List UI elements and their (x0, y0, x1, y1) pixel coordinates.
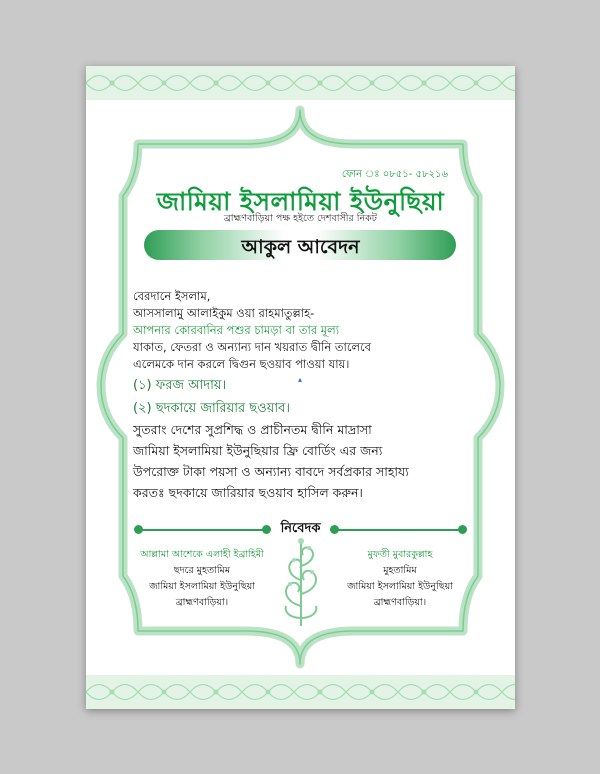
institution-title: জামিয়া ইসলামিয়া ইউনুছিয়া (156, 187, 445, 216)
flyer-page (86, 66, 515, 709)
left-signatory-place: ব্রাহ্মণবাড়িয়া। (175, 597, 229, 608)
phone-number: ফোন ঃ ০৮৫১- ৫৮২১৬ (341, 169, 448, 180)
left-signatory-role: ছদরে মুহতামিম (173, 565, 231, 576)
right-signatory-place: ব্রাহ্মণবাড়িয়া। (373, 597, 427, 608)
point-1: (১) ফরজ আদায়। (133, 378, 227, 393)
left-signatory-name: আল্লামা আশেকে এলাহী ইব্রাহিমী (140, 549, 264, 560)
paragraph-line-3: উপরোক্ত টাকা পয়সা ও অন্যান্য বাবদে সর্বপ্রকার সাহায্য (133, 464, 409, 479)
appeal-heading: আকুল আবেদন (241, 236, 360, 258)
divider-right (336, 529, 460, 531)
greeting-line-1: বেরদানে ইসলাম, (133, 289, 211, 303)
right-signatory-role: মুহতামিম (383, 565, 417, 576)
body-line-1: যাকাত, ফেতরা ও অন্যান্য দান খয়রাত দ্বীনি তালেবে (133, 340, 372, 354)
left-signatory-org: জামিয়া ইসলামিয়া ইউনুছিয়া (149, 581, 255, 592)
greeting-line-2: আসসালামু আলাইকুম ওয়া রাহমাতুল্লাহ- (133, 306, 315, 320)
subtitle: ব্রাহ্মণবাড়িয়া পক্ষ হইতে দেশবাসীর নিকট (224, 213, 377, 224)
right-signatory-org: জামিয়া ইসলামিয়া ইউনুছিয়া (347, 581, 453, 592)
text-cursor-icon: ▴ (298, 375, 303, 384)
point-2: (২) ছদকায়ে জারিয়ার ছওয়াব। (133, 401, 291, 416)
right-signatory-name: মুফতী মুবারকুল্লাহ (367, 549, 433, 560)
divider-dot-right (458, 525, 467, 534)
paragraph-line-1: সুতরাং দেশের সুপ্রশিদ্ধ ও প্রাচীনতম দ্বীনি মাদ্রাসা (133, 422, 372, 437)
paragraph-line-4: করতঃ ছদকায়ে জারিয়ার ছওয়াব হাসিল করুন। (133, 485, 363, 500)
paragraph-line-2: জামিয়া ইসলামিয়া ইউনুছিয়ার ফ্রি বোর্ডিং এর জন্য (133, 443, 383, 458)
floral-ornament-icon (276, 536, 326, 628)
highlight-line: আপনার কোরবানির পশুর চামড়া বা তার মূল্য (133, 323, 340, 337)
nibedok-label: নিবেদক (280, 521, 321, 536)
body-line-2: এলেমকে দান করলে দ্বিগুন ছওয়াব পাওয়া যায়। (133, 357, 350, 371)
